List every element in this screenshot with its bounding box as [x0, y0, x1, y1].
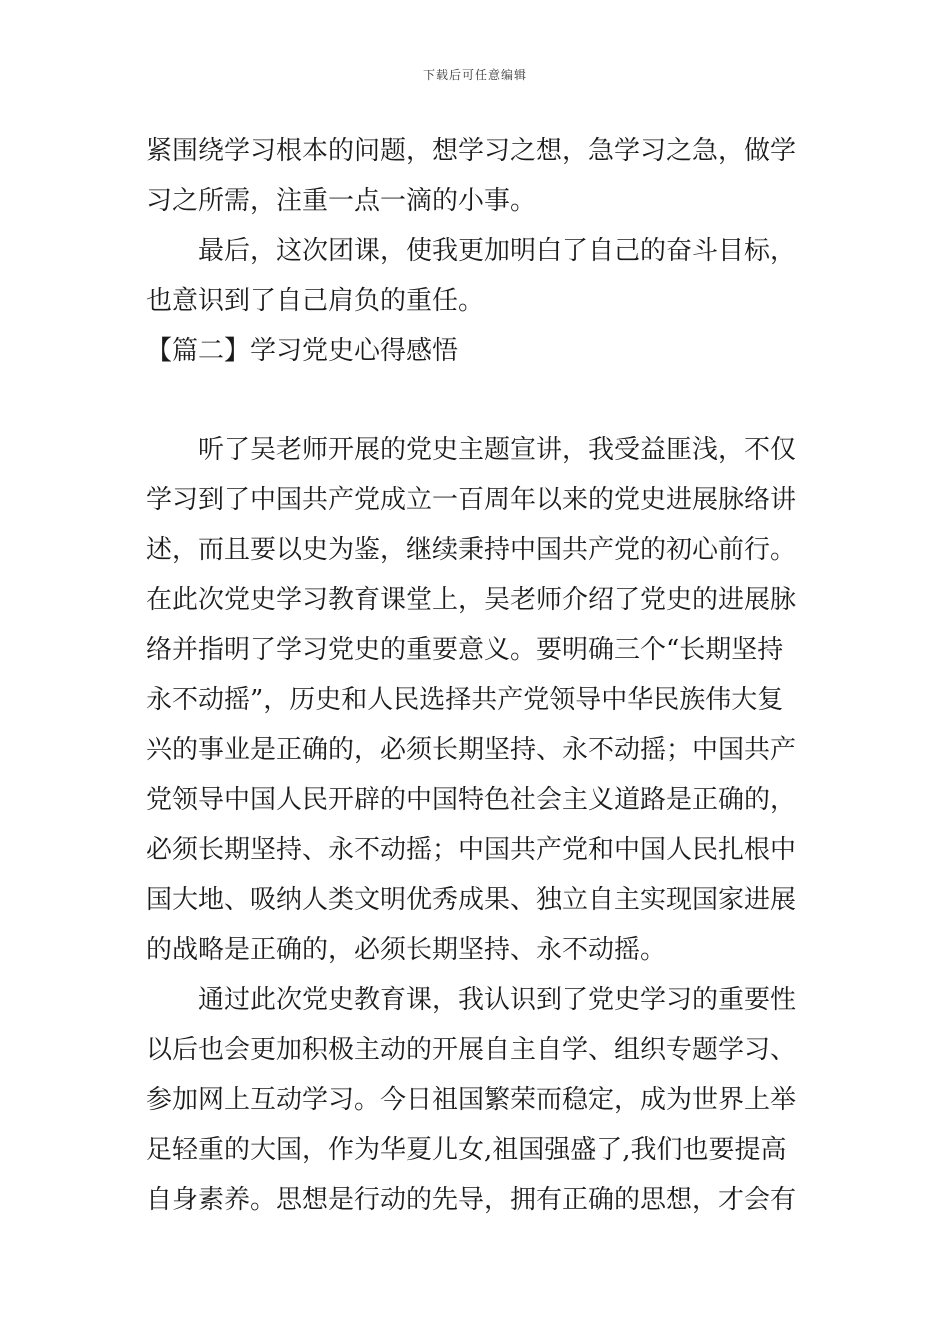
text-line: 必须长期坚持、永不动摇；中国共产党和中国人民扎根中	[146, 835, 797, 865]
text-line: 述，而且要以史为鉴，继续秉持中国共产党的初心前行。	[146, 535, 797, 565]
text-line: 习之所需，注重一点一滴的小事。	[146, 186, 537, 216]
page-header: 下载后可任意编辑	[422, 68, 527, 82]
text-line: 以后也会更加积极主动的开展自主自学、组织专题学习、	[146, 1035, 797, 1065]
text-line: 也意识到了自己肩负的重任。	[146, 286, 485, 316]
text-line: 自身素养。思想是行动的先导，拥有正确的思想，才会有	[146, 1185, 797, 1215]
text-line: 足轻重的大国，作为华夏儿女,祖国强盛了,我们也要提高	[146, 1135, 787, 1165]
text-line: 参加网上互动学习。今日祖国繁荣而稳定，成为世界上举	[146, 1085, 797, 1115]
text-line: 永不动摇”，历史和人民选择共产党领导中华民族伟大复	[146, 685, 784, 715]
blank-gap	[146, 376, 806, 425]
text-line: 国大地、吸纳人类文明优秀成果、独立自主实现国家进展	[146, 885, 797, 915]
text-line: 在此次党史学习教育课堂上，吴老师介绍了党史的进展脉	[146, 585, 797, 615]
document-body	[146, 126, 806, 1225]
text-line: 听了吴老师开展的党史主题宣讲，我受益匪浅，不仅	[198, 435, 797, 465]
text-line: 紧围绕学习根本的问题，想学习之想，急学习之急，做学	[146, 136, 797, 166]
section-heading: 【篇二】学习党史心得感悟	[146, 336, 459, 366]
text-line: 最后，这次团课，使我更加明白了自己的奋斗目标，	[198, 236, 797, 266]
text-line: 党领导中国人民开辟的中国特色社会主义道路是正确的，	[146, 785, 797, 815]
text-line: 学习到了中国共产党成立一百周年以来的党史进展脉络讲	[146, 485, 797, 515]
text-line: 的战略是正确的，必须长期坚持、永不动摇。	[146, 935, 667, 965]
text-line: 兴的事业是正确的，必须长期坚持、永不动摇；中国共产	[146, 735, 797, 765]
text-line: 通过此次党史教育课，我认识到了党史学习的重要性	[198, 985, 797, 1015]
text-line: 络并指明了学习党史的重要意义。要明确三个“长期坚持	[146, 635, 784, 665]
